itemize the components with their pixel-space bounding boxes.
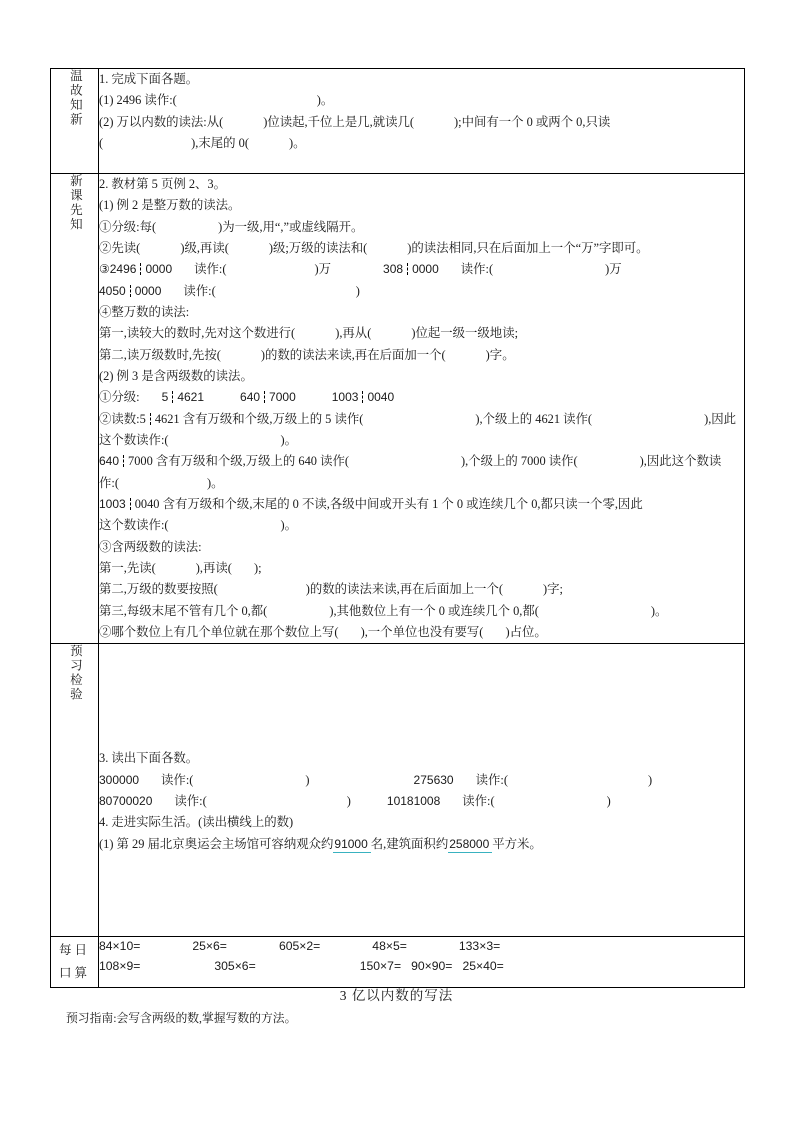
lesson-line-12 bbox=[99, 409, 744, 430]
lesson-line-17 bbox=[99, 515, 744, 536]
lesson-line-4-a: ②先读( bbox=[99, 240, 141, 255]
lesson-line-17-a: 这个数读作:( bbox=[99, 518, 169, 533]
lesson-line-4-c: )级;万级的读法和( bbox=[268, 240, 368, 255]
number-54621-part1: 5 bbox=[161, 390, 169, 405]
worksheet-table bbox=[50, 68, 745, 988]
lesson-line-22-c: )占位。 bbox=[505, 624, 547, 639]
number-40500000-part2: 0000 bbox=[134, 283, 162, 298]
number-6407000-part1: 640 bbox=[240, 390, 261, 405]
lesson-line-13-b: )。 bbox=[280, 432, 298, 447]
number-3080000-part1: 308 bbox=[383, 262, 404, 277]
daily-calc-label-line1: 每日 bbox=[58, 943, 90, 958]
lesson-line-6-read: 读作:( bbox=[183, 283, 216, 298]
lesson-line-15-a: 作:( bbox=[99, 475, 119, 490]
calc-item: 305×6= bbox=[214, 958, 256, 973]
lesson-line-9-c: )字。 bbox=[485, 347, 515, 362]
class-divider-icon bbox=[358, 391, 367, 403]
lesson-line-20 bbox=[99, 579, 744, 600]
preview-close-1: ) bbox=[305, 772, 310, 787]
lesson-line-16 bbox=[99, 494, 744, 515]
lesson-line-5 bbox=[99, 259, 744, 280]
number-3080000-part2: 0000 bbox=[412, 262, 439, 277]
lesson-line-11-a: ①分级: bbox=[99, 390, 140, 405]
section-label-review: 温故知新 bbox=[68, 69, 83, 127]
lesson-line-21 bbox=[99, 601, 744, 622]
review-line-2-a: (1) 2496 读作:( bbox=[99, 93, 177, 108]
lesson-line-19-a: 第一,先读( bbox=[99, 560, 156, 575]
lesson-line-19 bbox=[99, 558, 744, 579]
lesson-line-3-a: ①分级:每( bbox=[99, 219, 157, 234]
calc-item: 150×7= bbox=[359, 958, 402, 973]
lesson-line-20-c: )字; bbox=[542, 582, 563, 597]
preview-line-1: 3. 读出下面各数。 bbox=[99, 751, 199, 766]
section-label-newlesson-cell bbox=[51, 174, 99, 644]
preview-read-2: 读作:( bbox=[475, 772, 508, 787]
lesson-line-9-a: 第二,读万级数时,先按( bbox=[99, 347, 221, 362]
footer-lesson-title: 3 亿以内数的写法 bbox=[339, 988, 454, 1003]
lesson-line-5-wan: )万 bbox=[314, 262, 332, 277]
lesson-line-22 bbox=[99, 622, 744, 643]
preview-line-2 bbox=[99, 770, 744, 791]
lesson-line-12-c: ),个级上的 4621 读作( bbox=[475, 411, 593, 426]
section-body-newlesson bbox=[99, 174, 745, 644]
section-label-preview-cell bbox=[51, 644, 99, 937]
review-line-3-a: (2) 万以内数的读法:从( bbox=[99, 114, 224, 129]
section-row-daily-calc bbox=[51, 937, 745, 988]
class-divider-icon bbox=[146, 413, 155, 425]
number-40500000-part1: 4050 bbox=[99, 283, 126, 298]
lesson-line-13 bbox=[99, 430, 744, 451]
lesson-line-14-d: ),因此这个数读 bbox=[639, 454, 722, 469]
section-row-preview bbox=[51, 644, 745, 937]
number-6407000-ref: 640 bbox=[99, 454, 120, 469]
number-6407000-part2: 7000 bbox=[269, 390, 296, 405]
lesson-line-6 bbox=[99, 281, 744, 302]
number-10030040-part1: 1003 bbox=[331, 390, 359, 405]
lesson-line-3-b: )为一级,用“,”或虚线隔开。 bbox=[218, 219, 364, 234]
lesson-line-10: (2) 例 3 是含两级数的读法。 bbox=[99, 368, 253, 383]
number-24960000-part1: ③2496 bbox=[99, 262, 137, 277]
class-divider-icon bbox=[126, 498, 135, 510]
lesson-line-6-close: ) bbox=[355, 283, 360, 298]
lesson-line-5-read2: 读作:( bbox=[460, 262, 494, 277]
daily-calc-row-2 bbox=[99, 957, 744, 977]
section-body-review bbox=[99, 69, 745, 174]
lesson-line-22-a: ②哪个数位上有几个单位就在那个数位上写( bbox=[99, 624, 339, 639]
section-label-preview: 预习检验 bbox=[68, 644, 83, 703]
lesson-line-4-d: )的读法相同,只在后面加上一个“万”字即可。 bbox=[407, 240, 649, 255]
lesson-line-19-c: ); bbox=[253, 560, 262, 575]
number-10030040-ref: 1003 bbox=[99, 496, 126, 511]
lesson-line-1: 2. 教材第 5 页例 2、3。 bbox=[99, 177, 227, 191]
lesson-line-16-b: 0040 含有万级和个级,末尾的 0 不读,各级中间或开头有 1 个 0 或连续几个 0,都只读一个零,因此 bbox=[134, 496, 643, 511]
number-300000: 300000 bbox=[99, 772, 140, 787]
section-body-preview bbox=[99, 644, 745, 937]
underlined-number-91000: 91000 bbox=[333, 837, 370, 853]
review-line-4-c: )。 bbox=[288, 135, 306, 150]
class-divider-icon bbox=[168, 391, 177, 403]
lesson-line-8-b: ),再从( bbox=[335, 326, 372, 341]
section-row-review bbox=[51, 69, 745, 174]
lesson-line-14-c: ),个级上的 7000 读作( bbox=[461, 454, 578, 469]
review-line-3-c: );中间有一个 0 或两个 0,只读 bbox=[454, 114, 611, 129]
class-divider-icon bbox=[119, 455, 128, 467]
preview-read-3: 读作:( bbox=[174, 793, 207, 808]
preview-top-spacer bbox=[99, 644, 744, 748]
preview-line-5-c: 平方米。 bbox=[492, 836, 542, 851]
lesson-line-21-b: ),其他数位上有一个 0 或连续几个 0,都( bbox=[329, 603, 539, 618]
preview-close-4: ) bbox=[606, 793, 611, 808]
preview-line-4: 4. 走进实际生活。(读出横线上的数) bbox=[99, 815, 294, 830]
lesson-line-9-b: )的数的读法来读,再在后面加一个( bbox=[260, 347, 446, 362]
lesson-line-3 bbox=[99, 217, 744, 238]
lesson-line-20-b: )的数的读法来读,再在后面加上一个( bbox=[305, 582, 503, 597]
preview-read-4: 读作:( bbox=[462, 793, 495, 808]
class-divider-icon bbox=[403, 263, 412, 275]
lesson-line-8-c: )位起一级一级地读; bbox=[411, 326, 519, 341]
section-label-newlesson: 新课先知 bbox=[68, 174, 83, 232]
number-54621-part2: 4621 bbox=[177, 390, 205, 405]
preview-line-5-a: (1) 第 29 届北京奥运会主场馆可容纳观众约 bbox=[99, 836, 334, 851]
underlined-number-258000: 258000 bbox=[448, 837, 492, 853]
preview-close-3: ) bbox=[346, 793, 351, 808]
footer-preview-guide: 预习指南:会写含两级的数,掌握写数的方法。 bbox=[66, 1011, 297, 1025]
lesson-line-5-wan2: )万 bbox=[605, 262, 622, 277]
lesson-line-19-b: ),再读( bbox=[195, 560, 232, 575]
calc-item: 605×2= bbox=[278, 939, 321, 954]
lesson-line-4 bbox=[99, 238, 744, 259]
calc-item: 84×10= bbox=[99, 939, 141, 954]
class-divider-icon bbox=[126, 285, 135, 297]
review-line-4 bbox=[99, 133, 744, 154]
number-24960000-part2: 0000 bbox=[145, 262, 173, 277]
review-line-2-b: )。 bbox=[316, 93, 334, 108]
daily-calc-body bbox=[99, 937, 745, 988]
lesson-line-20-a: 第二,万级的数要按照( bbox=[99, 582, 218, 597]
lesson-line-14-b: 7000 含有万级和个级,万级上的 640 读作( bbox=[128, 454, 349, 469]
preview-close-2: ) bbox=[647, 772, 653, 787]
calc-item: 90×90= bbox=[411, 958, 453, 973]
lesson-line-21-c: )。 bbox=[650, 603, 668, 618]
number-275630: 275630 bbox=[413, 772, 454, 787]
calc-item: 48×5= bbox=[372, 939, 407, 954]
lesson-line-11 bbox=[99, 387, 744, 408]
number-80700020: 80700020 bbox=[99, 793, 153, 808]
class-divider-icon bbox=[136, 263, 145, 275]
preview-line-3 bbox=[99, 791, 744, 812]
preview-line-5 bbox=[99, 834, 744, 855]
review-line-2 bbox=[99, 90, 744, 111]
preview-line-5-b: 名,建筑面积约 bbox=[370, 836, 449, 851]
calc-item: 108×9= bbox=[99, 958, 141, 973]
lesson-line-9 bbox=[99, 345, 744, 366]
section-row-newlesson bbox=[51, 174, 745, 644]
review-line-3-b: )位读起,千位上是几,就读几( bbox=[263, 114, 414, 129]
daily-calc-row-1 bbox=[99, 937, 744, 957]
lesson-line-12-a: ②读数:5 bbox=[99, 411, 146, 426]
calc-item: 25×6= bbox=[192, 939, 227, 954]
lesson-line-15-b: )。 bbox=[206, 475, 224, 490]
lesson-line-14 bbox=[99, 451, 744, 472]
preview-read-1: 读作:( bbox=[161, 772, 194, 787]
lesson-line-15 bbox=[99, 473, 744, 494]
review-line-4-a: ( bbox=[99, 135, 104, 150]
daily-calc-label-cell bbox=[51, 937, 99, 988]
section-label-review-cell bbox=[51, 69, 99, 174]
lesson-line-7: ④整万数的读法: bbox=[99, 304, 190, 319]
review-line-4-b: ),末尾的 0( bbox=[191, 135, 249, 150]
review-line-3 bbox=[99, 112, 744, 133]
lesson-line-5-read: 读作:( bbox=[194, 262, 227, 277]
calc-item: 25×40= bbox=[462, 958, 504, 973]
lesson-line-2: (1) 例 2 是整万数的读法。 bbox=[99, 198, 241, 213]
review-line-1: 1. 完成下面各题。 bbox=[99, 72, 199, 86]
number-10030040-part2: 0040 bbox=[367, 390, 395, 405]
class-divider-icon bbox=[260, 391, 269, 403]
lesson-line-22-b: ),一个单位也没有要写( bbox=[360, 624, 484, 639]
lesson-line-18: ③含两级数的读法: bbox=[99, 539, 202, 554]
lesson-line-8-a: 第一,读较大的数时,先对这个数进行( bbox=[99, 326, 296, 341]
daily-calc-label-line2: 口算 bbox=[58, 965, 90, 980]
lesson-line-12-d: ),因此 bbox=[704, 411, 737, 426]
calc-item: 133×3= bbox=[458, 939, 501, 954]
number-10181008: 10181008 bbox=[386, 793, 441, 808]
lesson-line-12-b: 4621 含有万级和个级,万级上的 5 读作( bbox=[154, 411, 364, 426]
lesson-line-8 bbox=[99, 323, 744, 344]
lesson-line-4-b: )级,再读( bbox=[180, 240, 229, 255]
lesson-line-21-a: 第三,每级末尾不管有几个 0,都( bbox=[99, 603, 268, 618]
lesson-line-13-a: 这个数读作:( bbox=[99, 432, 169, 447]
lesson-line-17-b: )。 bbox=[280, 518, 298, 533]
